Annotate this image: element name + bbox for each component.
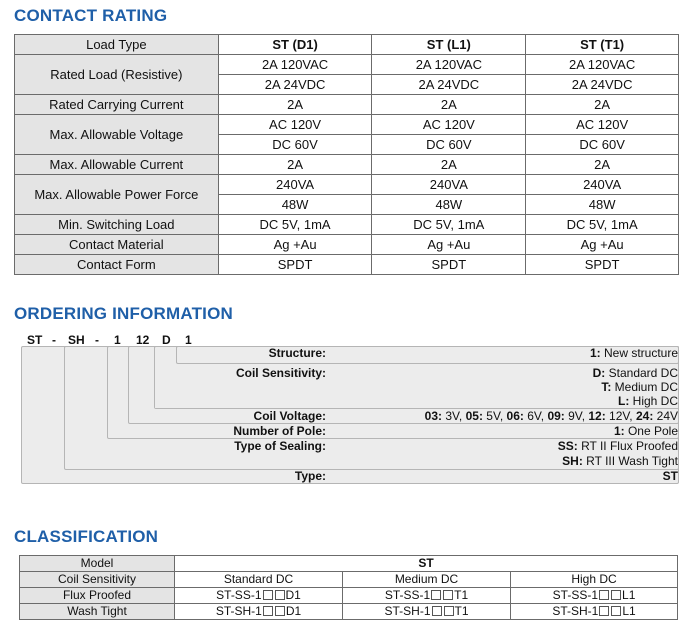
cell: 2A	[218, 155, 372, 175]
cell: AC 120V	[218, 115, 372, 135]
cell: DC 5V, 1mA	[526, 215, 679, 235]
blank-square-icon	[431, 590, 441, 600]
code-dash: -	[95, 333, 99, 347]
table-row	[20, 588, 678, 604]
cell: ST-SS-1 T1	[343, 588, 511, 604]
cell: DC 60V	[526, 135, 679, 155]
cell: 2A 120VAC	[526, 55, 679, 75]
code-part-structure: 1	[185, 333, 192, 347]
blank-square-icon	[611, 606, 621, 616]
classification-table	[19, 555, 678, 620]
code-dash: -	[52, 333, 56, 347]
blank-square-icon	[444, 606, 454, 616]
code-part-voltage: 12	[136, 333, 150, 347]
cell: 240VA	[218, 175, 372, 195]
cell: 2A 24VDC	[526, 75, 679, 95]
value-sealing-ss: SS: RT II Flux Proofed	[557, 439, 678, 453]
header-st-t1: ST (T1)	[526, 35, 679, 55]
table-row	[15, 175, 679, 195]
cell: Ag +Au	[526, 235, 679, 255]
cell: 2A	[526, 95, 679, 115]
cell: AC 120V	[526, 115, 679, 135]
cell: 2A	[372, 95, 526, 115]
cell: 48W	[372, 195, 526, 215]
cell: DC 5V, 1mA	[218, 215, 372, 235]
row-label: Min. Switching Load	[15, 215, 219, 235]
cell: 2A	[372, 155, 526, 175]
code-part-type: ST	[27, 333, 43, 347]
blank-square-icon	[275, 606, 285, 616]
cell: 240VA	[372, 175, 526, 195]
value-sensitivity-d: D: Standard DC	[592, 366, 678, 380]
cell: 48W	[526, 195, 679, 215]
ordering-title: ORDERING INFORMATION	[14, 304, 234, 323]
row-label: Contact Material	[15, 235, 219, 255]
code-part-sealing: SH	[68, 333, 85, 347]
cell: DC 60V	[372, 135, 526, 155]
cell: AC 120V	[372, 115, 526, 135]
contact-rating-table	[14, 34, 679, 275]
table-row	[15, 255, 679, 275]
cell: High DC	[511, 572, 678, 588]
blank-square-icon	[599, 606, 609, 616]
row-label: Rated Load (Resistive)	[15, 55, 219, 95]
row-label: Contact Form	[15, 255, 219, 275]
blank-square-icon	[611, 590, 621, 600]
label-structure: Structure:	[268, 346, 326, 360]
row-label: Wash Tight	[20, 604, 175, 620]
table-row	[15, 95, 679, 115]
header-load-type: Load Type	[15, 35, 219, 55]
table-row	[20, 604, 678, 620]
value-structure: 1: New structure	[589, 346, 678, 360]
cell: Medium DC	[343, 572, 511, 588]
cell: SPDT	[218, 255, 372, 275]
cell: 48W	[218, 195, 372, 215]
blank-square-icon	[599, 590, 609, 600]
code-part-poles: 1	[114, 333, 121, 347]
header-st-d1: ST (D1)	[218, 35, 372, 55]
row-label: Max. Allowable Current	[15, 155, 219, 175]
cell: SPDT	[526, 255, 679, 275]
cell: DC 5V, 1mA	[372, 215, 526, 235]
cell: Ag +Au	[372, 235, 526, 255]
value-sealing-sh: SH: RT III Wash Tight	[562, 454, 678, 468]
row-label: Coil Sensitivity	[20, 572, 175, 588]
cell: 2A 24VDC	[218, 75, 372, 95]
cell: ST-SH-1 D1	[175, 604, 343, 620]
row-label: Flux Proofed	[20, 588, 175, 604]
value-sensitivity-l: L: High DC	[617, 394, 678, 408]
blank-square-icon	[443, 590, 453, 600]
blank-square-icon	[432, 606, 442, 616]
blank-square-icon	[263, 590, 273, 600]
row-label: Max. Allowable Voltage	[15, 115, 219, 155]
table-row	[15, 215, 679, 235]
cell: 240VA	[526, 175, 679, 195]
table-row	[15, 235, 679, 255]
row-label: Model	[20, 556, 175, 572]
table-row	[15, 35, 679, 55]
value-number-of-pole: 1: One Pole	[613, 424, 678, 438]
cell: 2A 120VAC	[218, 55, 372, 75]
table-row	[20, 572, 678, 588]
header-st-l1: ST (L1)	[372, 35, 526, 55]
cell: 2A 24VDC	[372, 75, 526, 95]
code-part-sensitivity: D	[162, 333, 171, 347]
cell: ST-SS-1 L1	[511, 588, 678, 604]
cell: SPDT	[372, 255, 526, 275]
table-row	[20, 556, 678, 572]
row-label: Max. Allowable Power Force	[15, 175, 219, 215]
value-type: ST	[662, 469, 678, 483]
table-row	[15, 55, 679, 75]
contact-rating-title: CONTACT RATING	[14, 6, 168, 25]
table-row	[15, 155, 679, 175]
value-coil-voltage: 03: 3V, 05: 5V, 06: 6V, 09: 9V, 12: 12V, 24: 24V	[424, 409, 678, 423]
cell: 2A	[526, 155, 679, 175]
cell: 2A	[218, 95, 372, 115]
row-label: Rated Carrying Current	[15, 95, 219, 115]
cell: ST-SH-1 T1	[343, 604, 511, 620]
cell-model: ST	[175, 556, 678, 572]
label-type: Type:	[294, 469, 326, 483]
label-coil-sensitivity: Coil Sensitivity:	[235, 366, 326, 380]
cell: 2A 120VAC	[372, 55, 526, 75]
cell: Standard DC	[175, 572, 343, 588]
label-type-of-sealing: Type of Sealing:	[234, 439, 326, 453]
blank-square-icon	[263, 606, 273, 616]
blank-square-icon	[275, 590, 285, 600]
cell: Ag +Au	[218, 235, 372, 255]
cell: ST-SH-1 L1	[511, 604, 678, 620]
stripe	[155, 396, 678, 408]
value-sensitivity-t: T: Medium DC	[601, 380, 678, 394]
table-row	[15, 115, 679, 135]
classification-title: CLASSIFICATION	[14, 527, 159, 546]
label-coil-voltage: Coil Voltage:	[253, 409, 326, 423]
cell: DC 60V	[218, 135, 372, 155]
label-number-of-pole: Number of Pole:	[233, 424, 326, 438]
cell: ST-SS-1 D1	[175, 588, 343, 604]
